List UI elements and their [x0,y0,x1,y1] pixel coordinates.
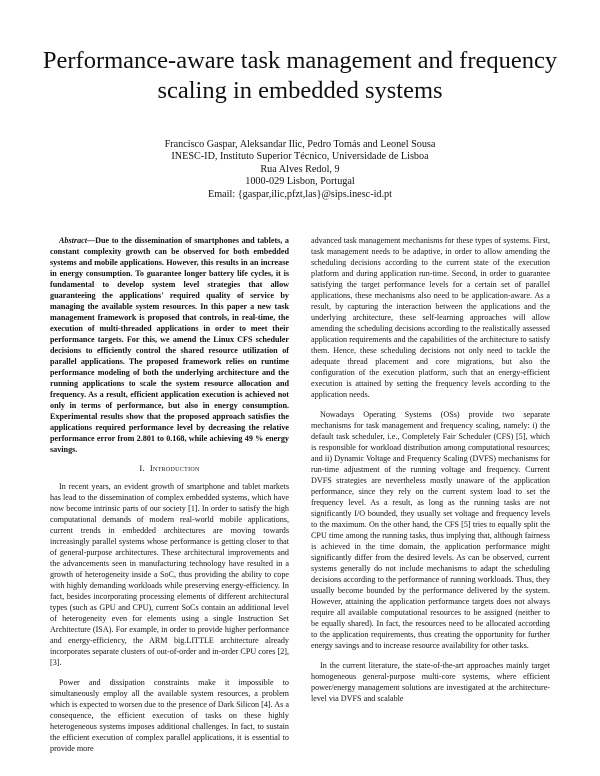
intro-paragraph-2: Power and dissipation constraints make it impossible to simultaneously employ all the available system resources, a problem which is expected to worsen due to the presence of Dark Silicon [4]. As a consequence, the efficient execution of tasks on these highly heterogeneous systems imposes additional challenges. In fact, to sustain the efficient execution of complex parallel applications, it is essential to provide more [50,678,289,753]
section-title: Introduction [149,463,200,473]
section-number: I. [139,463,145,473]
section-heading [50,463,289,474]
abstract [50,235,289,455]
author-city: 1000-029 Lisbon, Portugal [245,176,355,188]
author-names: Francisco Gaspar, Aleksandar Ilic, Pedro Tomás and Leonel Sousa [164,139,436,150]
abstract-lead: Abstract [59,236,87,245]
paper-title: Performance-aware task management and frequency scaling in embedded systems [42,47,558,104]
author-block [40,139,560,201]
right-column [311,235,550,704]
author-affiliation: INESC-ID, Instituto Superior Técnico, Universidade de Lisboa [171,151,429,163]
author-street: Rua Alves Redol, 9 [260,163,340,175]
left-column [50,235,289,754]
intro-paragraph-5: In the current literature, the state-of-the-art approaches mainly target homogeneous general-purpose multi-core systems, where efficient power/energy management solutions are investigated at the architecture-level via DVFS and scalable [311,661,550,703]
intro-paragraph-1: In recent years, an evident growth of smartphone and tablet markets has lead to the dissemination of complex embedded systems, which have now become intrinsic parts of our society [1]. In order to satisfy the high computational demands of modern real-world mobile applications, current trends in embedded architectures are moving towards increasingly parallel systems whose performance is getting closer to that of general-purpose architectures. These architectural improvements and the advancements seen in manufacturing technology have resulted in a growth of heterogeneity inside a SoC, thus providing the ability to cope with highly demanding workloads while preserving energy-efficiency. In fact, besides incorporating processing elements of different architectural types (such as GPU and CPU), current SoCs contain an additional level of heterogeneity even for elements using a single Instruction Set Architecture (ISA). For example, in order to provide higher performance and energy-efficiency, the ARM big.LITTLE architecture already incorporates separate clusters of out-of-order and in-order CPU cores [2], [3]. [50,482,289,667]
abstract-text: —Due to the dissemination of smartphones and tablets, a constant complexity growth can be observed for both embedded systems and mobile applications. However, this results in an increase in energy consumption. To guarantee longer battery life cycles, it is fundamental to develop system level strategies that allow guaranteeing the applications' required quality of service by managing the available system resources. In this paper a new task management framework is proposed that controls, in real-time, the execution of multi-threaded applications in order to meet their performance targets. For this, we amend the Linux CFS scheduler decisions to efficiently control the shared resource utilization of parallel applications. The proposed framework relies on runtime performance modeling of both the underlying architecture and the running applications to scale the system resource allocation and frequency. As a result, efficient application execution is achieved not only in terms of performance, but also in energy consumption. Experimental results show that the proposed approach satisfies the applications required performance level by decreasing the relative performance error from 2.801 to 0.168, while achieving 49 % energy savings. [50,236,289,454]
intro-paragraph-4: Nowadays Operating Systems (OSs) provide two separate mechanisms for task management and frequency scaling, namely: i) the default task scheduler, i.e., Completely Fair Scheduler (CFS) [5], which is responsible for workload distribution among computational resources; and ii) Dynamic Voltage and Frequency Scaling (DVFS) mechanisms for run-time adjustment of the running voltage and frequency. Current DVFS strategies are nevertheless mostly unaware of the application performance, since they rely on the current system load to set the frequency level. As a result, as long as the running tasks are not significantly I/O bounded, they usually set voltage and frequency levels to the maximum. On the other hand, the CFS [5] tries to equally split the CPU time among the running tasks, thus implying that, although fairness is achieved in the time domain, the application performance might significantly differ from the desired levels. As can be observed, current systems generally do not include mechanisms to adapt the scheduling decisions according to the performance of running workloads. Thus, they usually become bounded by the performance delivered by the system. However, attaining the application performance targets does not always require all available computational resources to be assigned (neither to be equally shared). In fact, the resources need to be allocated according to the application requirements, thus creating the opportunity for further energy savings and to increase resource availability for other tasks. [311,410,550,650]
author-email: Email: {gaspar,ilic,pfzt,las}@sips.inesc-id.pt [208,188,392,200]
intro-paragraph-3: advanced task management mechanisms for these types of systems. First, task management needs to be adaptive, in order to allow amending the scheduling decisions according to the current state of the execution platform and during application run-time. Second, in order to guarantee satisfying the target performance levels for a certain set of parallel applications, these mechanisms also need to be application-aware. As a result, by capturing the interaction between the applications and the underlying architecture, these self-learning approaches will allow amending the scheduling decisions according to the realistically assessed application requirements and the capabilities of the architecture to satisfy them. Hence, these scheduling decisions not only need to tackle the adequate thread placement and core migrations, but also the configuration of the execution platform, such that an energy-efficient execution is attained by setting the frequency levels according to the application needs. [311,236,550,399]
